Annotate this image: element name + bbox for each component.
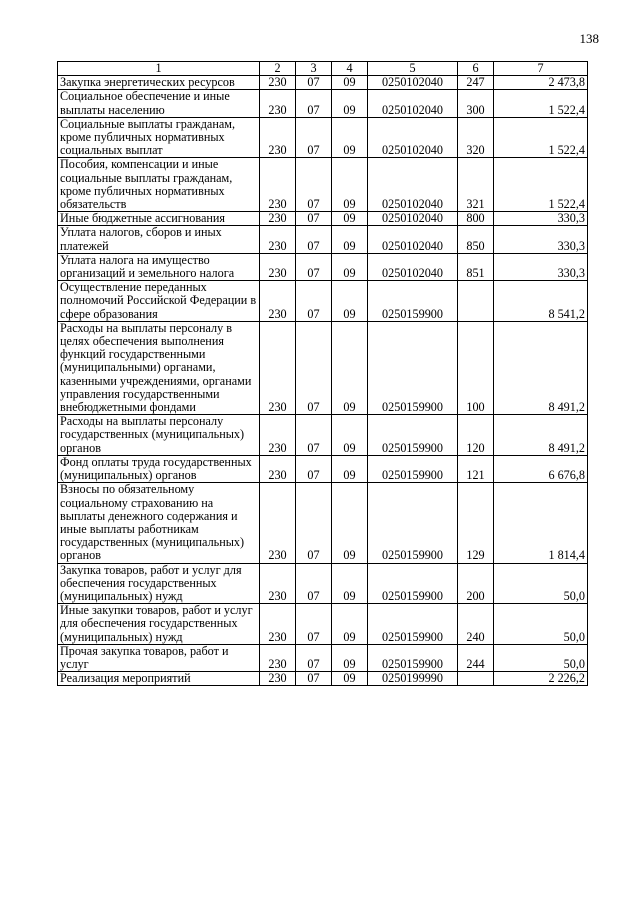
admin-code-cell: 230 <box>260 226 296 253</box>
amount-cell: 330,3 <box>494 226 588 253</box>
section-cell: 07 <box>296 226 332 253</box>
table-row <box>58 117 588 158</box>
amount-cell: 1 522,4 <box>494 117 588 158</box>
admin-code-cell: 230 <box>260 212 296 226</box>
admin-code-cell: 230 <box>260 672 296 686</box>
expense-type-cell: 120 <box>458 415 494 456</box>
target-code-cell: 0250199990 <box>368 672 458 686</box>
column-header: 1 <box>58 62 260 76</box>
section-cell: 07 <box>296 415 332 456</box>
expense-type-cell: 851 <box>458 253 494 280</box>
section-cell: 07 <box>296 117 332 158</box>
admin-code-cell: 230 <box>260 253 296 280</box>
section-cell: 07 <box>296 604 332 645</box>
column-header: 2 <box>260 62 296 76</box>
section-cell: 07 <box>296 90 332 117</box>
column-header: 6 <box>458 62 494 76</box>
admin-code-cell: 230 <box>260 455 296 482</box>
amount-cell: 8 491,2 <box>494 415 588 456</box>
table-row <box>58 281 588 322</box>
subsection-cell: 09 <box>332 415 368 456</box>
row-name-cell: Фонд оплаты труда государственных (муниципальных) органов <box>58 455 260 482</box>
admin-code-cell: 230 <box>260 604 296 645</box>
subsection-cell: 09 <box>332 158 368 212</box>
target-code-cell: 0250159900 <box>368 563 458 604</box>
expense-type-cell: 321 <box>458 158 494 212</box>
subsection-cell: 09 <box>332 672 368 686</box>
section-cell: 07 <box>296 483 332 563</box>
admin-code-cell: 230 <box>260 117 296 158</box>
amount-cell: 330,3 <box>494 253 588 280</box>
subsection-cell: 09 <box>332 76 368 90</box>
row-name-cell: Осуществление переданных полномочий Российской Федерации в сфере образования <box>58 281 260 322</box>
row-name-cell: Иные закупки товаров, работ и услуг для обеспечения государственных (муниципальных) нужд <box>58 604 260 645</box>
row-name-cell: Социальные выплаты гражданам, кроме публичных нормативных социальных выплат <box>58 117 260 158</box>
row-name-cell: Уплата налогов, сборов и иных платежей <box>58 226 260 253</box>
table-row <box>58 158 588 212</box>
amount-cell: 6 676,8 <box>494 455 588 482</box>
amount-cell: 8 491,2 <box>494 321 588 414</box>
section-cell: 07 <box>296 281 332 322</box>
page-number: 138 <box>579 31 599 46</box>
section-cell: 07 <box>296 158 332 212</box>
section-cell: 07 <box>296 644 332 671</box>
row-name-cell: Реализация мероприятий <box>58 672 260 686</box>
subsection-cell: 09 <box>332 281 368 322</box>
table-row <box>58 455 588 482</box>
amount-cell: 330,3 <box>494 212 588 226</box>
target-code-cell: 0250159900 <box>368 604 458 645</box>
table-row <box>58 226 588 253</box>
subsection-cell: 09 <box>332 117 368 158</box>
subsection-cell: 09 <box>332 563 368 604</box>
table-row <box>58 483 588 563</box>
target-code-cell: 0250159900 <box>368 483 458 563</box>
table-row <box>58 672 588 686</box>
admin-code-cell: 230 <box>260 321 296 414</box>
subsection-cell: 09 <box>332 604 368 645</box>
target-code-cell: 0250102040 <box>368 158 458 212</box>
table-row <box>58 321 588 414</box>
admin-code-cell: 230 <box>260 563 296 604</box>
table-header-row <box>58 62 588 76</box>
column-header: 7 <box>494 62 588 76</box>
expense-type-cell: 300 <box>458 90 494 117</box>
admin-code-cell: 230 <box>260 76 296 90</box>
target-code-cell: 0250102040 <box>368 76 458 90</box>
amount-cell: 2 226,2 <box>494 672 588 686</box>
table-row <box>58 415 588 456</box>
table-row <box>58 604 588 645</box>
table-row <box>58 563 588 604</box>
expense-type-cell: 129 <box>458 483 494 563</box>
section-cell: 07 <box>296 672 332 686</box>
row-name-cell: Пособия, компенсации и иные социальные выплаты гражданам, кроме публичных нормативных обязательств <box>58 158 260 212</box>
admin-code-cell: 230 <box>260 90 296 117</box>
section-cell: 07 <box>296 563 332 604</box>
section-cell: 07 <box>296 321 332 414</box>
column-header: 3 <box>296 62 332 76</box>
section-cell: 07 <box>296 253 332 280</box>
subsection-cell: 09 <box>332 212 368 226</box>
expense-type-cell: 200 <box>458 563 494 604</box>
target-code-cell: 0250159900 <box>368 281 458 322</box>
expense-type-cell: 850 <box>458 226 494 253</box>
admin-code-cell: 230 <box>260 644 296 671</box>
row-name-cell: Социальное обеспечение и иные выплаты населению <box>58 90 260 117</box>
expense-type-cell: 320 <box>458 117 494 158</box>
admin-code-cell: 230 <box>260 483 296 563</box>
amount-cell: 50,0 <box>494 644 588 671</box>
table-row <box>58 212 588 226</box>
row-name-cell: Расходы на выплаты персоналу в целях обеспечения выполнения функций государственными (муниципальными) органами, казенными учреждениями, органами управления государственными внебюджетными фондами <box>58 321 260 414</box>
table-row <box>58 76 588 90</box>
expense-type-cell: 247 <box>458 76 494 90</box>
table-row <box>58 90 588 117</box>
amount-cell: 50,0 <box>494 563 588 604</box>
row-name-cell: Закупка товаров, работ и услуг для обеспечения государственных (муниципальных) нужд <box>58 563 260 604</box>
target-code-cell: 0250102040 <box>368 226 458 253</box>
column-header: 5 <box>368 62 458 76</box>
admin-code-cell: 230 <box>260 281 296 322</box>
target-code-cell: 0250159900 <box>368 644 458 671</box>
target-code-cell: 0250159900 <box>368 455 458 482</box>
expense-type-cell: 121 <box>458 455 494 482</box>
subsection-cell: 09 <box>332 90 368 117</box>
row-name-cell: Иные бюджетные ассигнования <box>58 212 260 226</box>
target-code-cell: 0250102040 <box>368 212 458 226</box>
admin-code-cell: 230 <box>260 158 296 212</box>
row-name-cell: Прочая закупка товаров, работ и услуг <box>58 644 260 671</box>
column-header: 4 <box>332 62 368 76</box>
table-row <box>58 253 588 280</box>
row-name-cell: Расходы на выплаты персоналу государственных (муниципальных) органов <box>58 415 260 456</box>
expense-type-cell: 240 <box>458 604 494 645</box>
amount-cell: 2 473,8 <box>494 76 588 90</box>
subsection-cell: 09 <box>332 455 368 482</box>
subsection-cell: 09 <box>332 483 368 563</box>
expense-type-cell: 244 <box>458 644 494 671</box>
subsection-cell: 09 <box>332 253 368 280</box>
amount-cell: 1 522,4 <box>494 90 588 117</box>
target-code-cell: 0250102040 <box>368 253 458 280</box>
target-code-cell: 0250102040 <box>368 117 458 158</box>
row-name-cell: Уплата налога на имущество организаций и земельного налога <box>58 253 260 280</box>
amount-cell: 1 814,4 <box>494 483 588 563</box>
amount-cell: 8 541,2 <box>494 281 588 322</box>
table-row <box>58 644 588 671</box>
subsection-cell: 09 <box>332 644 368 671</box>
target-code-cell: 0250159900 <box>368 415 458 456</box>
amount-cell: 50,0 <box>494 604 588 645</box>
expense-type-cell: 800 <box>458 212 494 226</box>
section-cell: 07 <box>296 455 332 482</box>
admin-code-cell: 230 <box>260 415 296 456</box>
budget-table <box>57 61 588 686</box>
section-cell: 07 <box>296 76 332 90</box>
section-cell: 07 <box>296 212 332 226</box>
target-code-cell: 0250159900 <box>368 321 458 414</box>
amount-cell: 1 522,4 <box>494 158 588 212</box>
target-code-cell: 0250102040 <box>368 90 458 117</box>
expense-type-cell <box>458 281 494 322</box>
expense-type-cell: 100 <box>458 321 494 414</box>
subsection-cell: 09 <box>332 226 368 253</box>
subsection-cell: 09 <box>332 321 368 414</box>
expense-type-cell <box>458 672 494 686</box>
row-name-cell: Взносы по обязательному социальному страхованию на выплаты денежного содержания и иные выплаты работникам государственных (муниципальных) органов <box>58 483 260 563</box>
row-name-cell: Закупка энергетических ресурсов <box>58 76 260 90</box>
